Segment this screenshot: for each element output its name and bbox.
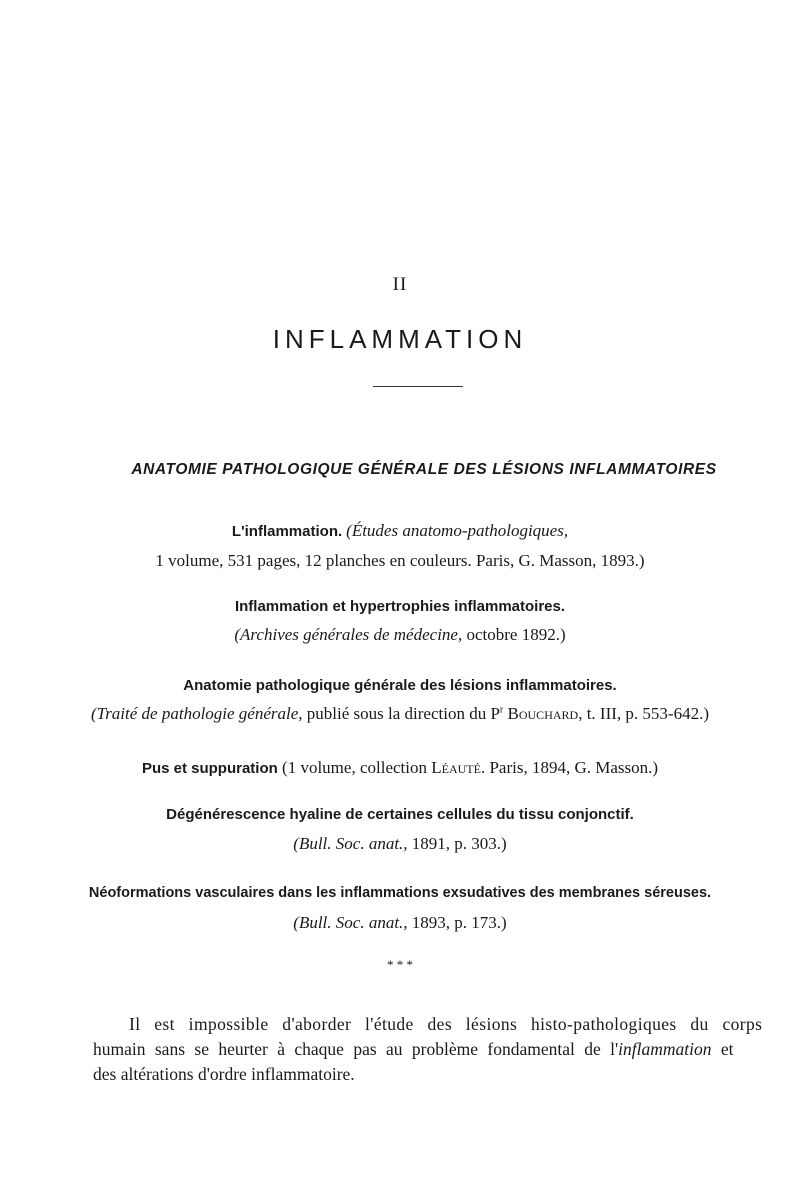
paragraph-line-2-end: et bbox=[711, 1039, 734, 1059]
entry-4-reference-pre: (1 volume, collection bbox=[277, 758, 432, 777]
part-title: INFLAMMATION bbox=[272, 324, 528, 354]
title-rule bbox=[373, 386, 463, 387]
entry-3-reference bbox=[0, 704, 800, 724]
entry-4-line bbox=[0, 758, 800, 778]
entry-2-reference bbox=[0, 625, 800, 645]
entry-5-reference-pages: 1891, p. 303.) bbox=[407, 834, 507, 853]
entry-5-reference bbox=[0, 834, 800, 854]
entry-1-line-2: 1 volume, 531 pages, 12 planches en couleurs. Paris, G. Masson, 1893.) bbox=[155, 551, 645, 570]
paragraph-line-1: Il est impossible d'aborder l'étude des lésions histo-pathologiques du corps bbox=[129, 1014, 763, 1034]
entry-4-reference-collection: Léauté bbox=[431, 758, 481, 777]
entry-3-title: Anatomie pathologique générale des lésions inflammatoires. bbox=[183, 677, 617, 694]
part-number: II bbox=[392, 274, 408, 295]
entry-5-title: Dégénérescence hyaline de certaines cellules du tissu conjonctif. bbox=[166, 806, 634, 823]
entry-5-reference-source: (Bull. Soc. anat., bbox=[293, 834, 408, 853]
entry-3-reference-source: (Traité de pathologie générale, bbox=[91, 704, 303, 723]
entry-3-reference-author: Bouchard bbox=[503, 704, 579, 723]
entry-6-reference bbox=[0, 913, 800, 933]
entry-4-title: Pus et suppuration bbox=[141, 760, 278, 777]
entry-1-reference: (Études anatomo-pathologiques, bbox=[346, 521, 569, 540]
paragraph-emphasis: inflammation bbox=[618, 1039, 712, 1059]
paragraph-line-3: des altérations d'ordre inflammatoire. bbox=[93, 1064, 355, 1084]
paragraph-line-2 bbox=[93, 1039, 761, 1060]
entry-1-title: L'inflammation. bbox=[231, 523, 343, 540]
entry-4-reference-rest: . Paris, 1894, G. Masson.) bbox=[480, 758, 659, 777]
paragraph-line-2-start: humain sans se heurter à chaque pas au problème fondamental de l' bbox=[93, 1039, 619, 1059]
entry-2-reference-source: (Archives générales de médecine, bbox=[234, 625, 463, 644]
entry-2-title: Inflammation et hypertrophies inflammatoires. bbox=[234, 598, 566, 615]
entry-3-reference-pages: , t. III, p. 553-642.) bbox=[578, 704, 709, 723]
entry-3-reference-sup: r bbox=[499, 704, 504, 716]
asterism-divider: * * * bbox=[387, 957, 413, 972]
entry-6-reference-source: (Bull. Soc. anat., bbox=[293, 913, 408, 932]
entry-6-title: Néoformations vasculaires dans les inflammations exsudatives des membranes séreuses. bbox=[88, 885, 712, 901]
section-title: ANATOMIE PATHOLOGIQUE GÉNÉRALE DES LÉSIONS INFLAMMATOIRES bbox=[131, 461, 717, 478]
entry-2-reference-date: octobre 1892.) bbox=[462, 625, 566, 644]
entry-1-line-1 bbox=[0, 521, 800, 541]
entry-3-reference-mid: publié sous la direction du P bbox=[302, 704, 500, 723]
entry-6-reference-pages: 1893, p. 173.) bbox=[407, 913, 507, 932]
